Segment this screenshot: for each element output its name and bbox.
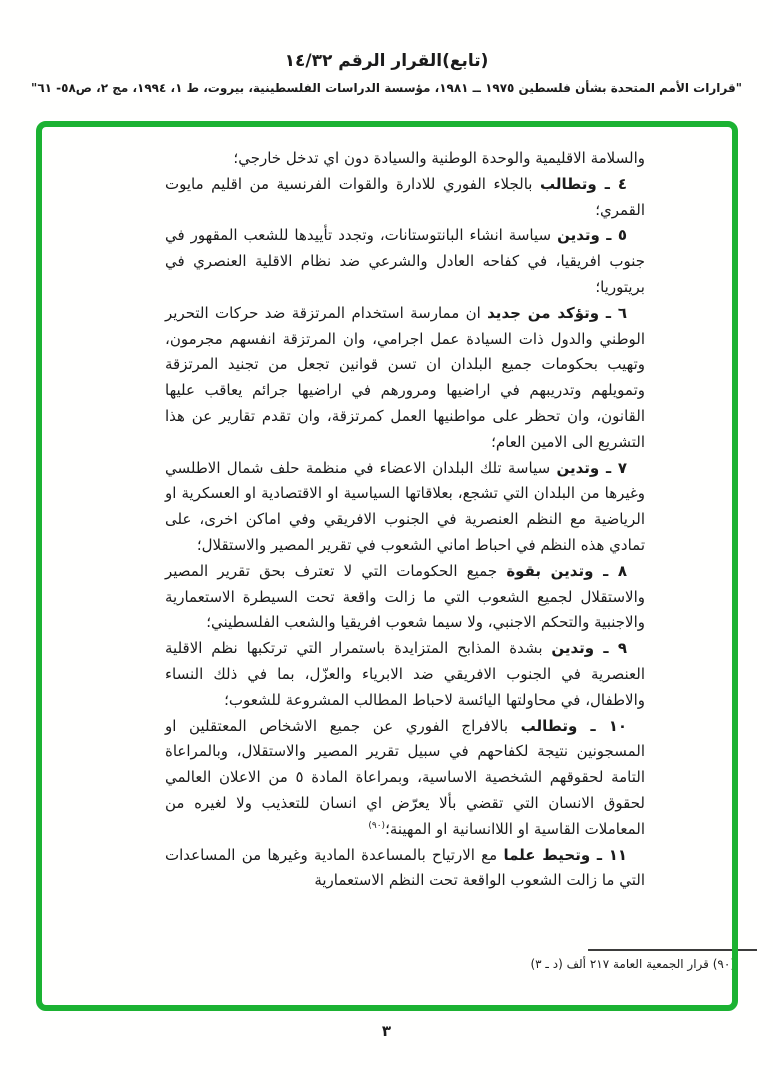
paragraph-number: ٩ ـ bbox=[594, 639, 627, 658]
paragraph-lead-word: وتدين bbox=[557, 226, 600, 245]
paragraph-lead-word: وتحيط علما bbox=[503, 845, 591, 864]
paragraph-lead-word: وتطالب bbox=[540, 174, 597, 193]
paragraph-٨: ٨ ـ وتدين بقوة جميع الحكومات التي لا تعترف بحق تقرير المصير والاستقلال لجميع الشعوب التي ما زالت واقعة تحت السيطرة الاستعمارية والاجنبية والتحكم الاجنبي، ولا سيما شعوب افريقيا والشعب الفلسطيني؛ bbox=[165, 561, 645, 632]
page-number: ٣ bbox=[381, 1022, 392, 1040]
paragraph-٤: ٤ ـ وتطالب بالجلاء الفوري للادارة والقوات الفرنسية من اقليم مايوت القمري؛ bbox=[165, 174, 645, 219]
paragraph-lead-word: وتدين بقوة bbox=[506, 561, 594, 580]
paragraph-lead-word: وتطالب bbox=[520, 716, 578, 735]
paragraph-number: ٥ ـ bbox=[599, 226, 628, 245]
paragraph-number: ٧ ـ bbox=[599, 458, 627, 477]
paragraph-number: ٨ ـ bbox=[593, 561, 627, 580]
paragraph-number: ٦ ـ bbox=[599, 303, 627, 322]
source-citation-line: "قرارات الأمم المتحدة بشأن فلسطين ١٩٧٥ ــ ١٩٨١، مؤسسة الدراسات الفلسطينية، بيروت، ط ١، ١٩٩٤، مج ٢، ص٥٨- ٦١" bbox=[31, 81, 742, 95]
paragraph-number: ١٠ ـ bbox=[577, 716, 627, 735]
paragraph-٩: ٩ ـ وتدين بشدة المذابح المتزايدة باستمرار التي ترتكبها نظم الاقلية العنصرية في الجنوب الافريقي ضد الابرياء والعزّل، بما في ذلك النساء والاطفال، في محاولتها اليائسة لاحباط المطالب المشروعة للشعوب؛ bbox=[165, 639, 645, 709]
footnote-reference-marker: (٩٠) bbox=[368, 820, 386, 831]
paragraph-lead-word: وتدين bbox=[556, 458, 600, 477]
paragraph-١٠: ١٠ ـ وتطالب بالافراج الفوري عن جميع الاشخاص المعتقلين او المسجونين نتيجة لكفاحهم في سبيل تقرير المصير والاستقلال، وبالمراعاة التامة لحقوقهم الشخصية الاساسية، وبمراعاة المادة ٥ من الاعلان العالمي لحقوق الانسان التي تقضي بألا يعرّض اي انسان للتعذيب ولا لغيره من المعاملات القاسية او اللاانسانية او المهينة؛$^{(٩٠)}$ bbox=[165, 716, 646, 838]
paragraph-number: ٤ ـ bbox=[596, 174, 627, 193]
paragraph-lead-word: وتدين bbox=[551, 639, 595, 658]
paragraph-١١: ١١ ـ وتحيط علما مع الارتياح بالمساعدة المادية وغيرها من المساعدات التي ما زالت الشعوب الواقعة تحت النظم الاستعمارية bbox=[165, 845, 645, 890]
footnote-separator-rule bbox=[588, 949, 757, 951]
paragraph-٦: ٦ ـ وتؤكد من جديد ان ممارسة استخدام المرتزقة ضد حركات التحرير الوطني والدول ذات السيادة عمل اجرامي، وان المرتزقة انفسهم مجرمون، وتهيب بحكومات جميع البلدان ان تسن قوانين تجعل من تجنيد المرتزقة وتمويلهم وتدريبهم في اراضيها ومرورهم في اراضيها جرائم يعاقب عليها القانون، وان تحظر على مواطنيها العمل كمرتزقة، وان تقدم تقارير عن هذا التشريع الى الامين العام؛ bbox=[165, 303, 645, 451]
footnote-text: (٩٠) قرار الجمعية العامة ٢١٧ ألف (د ـ ٣) bbox=[530, 957, 735, 971]
page-title: (تابع)القرار الرقم ١٤/٣٢ bbox=[284, 51, 489, 71]
paragraph-lead-word: وتؤكد من جديد bbox=[487, 303, 600, 322]
paragraph-٧: ٧ ـ وتدين سياسة تلك البلدان الاعضاء في منظمة حلف شمال الاطلسي وغيرها من البلدان التي تشجع، بعلاقاتها السياسية او الاقتصادية او العسكرية او الرياضية مع النظم العنصرية في الجنوب الافريقي وفي اماكن اخرى، على تمادي هذه النظم في احباط اماني الشعوب في تقرير المصير والاستقلال؛ bbox=[165, 458, 645, 554]
paragraph-continuation: والسلامة الاقليمية والوحدة الوطنية والسيادة دون اي تدخل خارجي؛ bbox=[233, 149, 645, 167]
body-text bbox=[165, 146, 645, 894]
paragraph-number: ١١ ـ bbox=[590, 845, 627, 864]
paragraph-٥: ٥ ـ وتدين سياسة انشاء البانتوستانات، وتجدد تأييدها للشعب المقهور في جنوب افريقيا، في كفاحه العادل والشرعي ضد نظام الاقلية العنصري في بريتوريا؛ bbox=[165, 226, 645, 296]
